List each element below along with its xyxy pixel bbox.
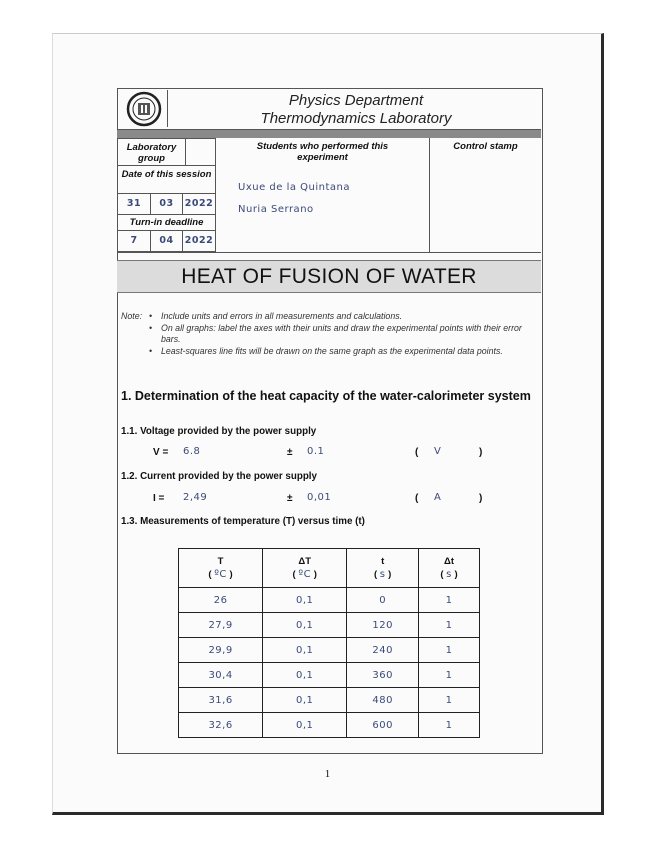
voltage-error: 0.1 (307, 446, 325, 457)
students-column (216, 138, 430, 252)
table-cell: 32,6 (179, 713, 263, 738)
current-value: 2,49 (183, 492, 208, 503)
lab-group-label: Laboratory group (117, 138, 186, 166)
voltage-paren-open: ( (415, 447, 419, 458)
table-row (179, 588, 480, 613)
current-unit: A (434, 492, 442, 503)
note-item: Least-squares line fits will be drawn on the same graph as the experimental data points. (161, 345, 503, 356)
deadline-day: 7 (117, 230, 151, 252)
department-name: Physics Department (288, 92, 424, 109)
voltage-symbol: V = (153, 447, 169, 458)
table-row (179, 613, 480, 638)
date-year: 2022 (182, 193, 216, 215)
students-label: Students who performed this experiment (256, 141, 389, 163)
table-cell: 0,1 (263, 588, 347, 613)
control-stamp-label: Control stamp (453, 141, 518, 152)
table-cell: 30,4 (179, 663, 263, 688)
table-cell: 0,1 (263, 613, 347, 638)
column-header: Δt ( s ) (419, 549, 480, 588)
voltage-pm: ± (287, 447, 293, 458)
section-1-title: 1. Determination of the heat capacity of the water-calorimeter system (121, 389, 531, 403)
table-cell: 0,1 (263, 663, 347, 688)
table-cell: 26 (179, 588, 263, 613)
university-seal-logo (121, 90, 168, 127)
current-error: 0,01 (307, 492, 332, 503)
current-paren-close: ) (479, 493, 483, 504)
temperature-heading: 1.3. Measurements of temperature (T) versus time (t) (121, 516, 365, 527)
table-cell: 0 (347, 588, 419, 613)
table-row (179, 688, 480, 713)
voltage-paren-close: ) (479, 447, 483, 458)
notes-label: Note: (121, 311, 143, 321)
table-cell: 31,6 (179, 688, 263, 713)
lab-group-value (185, 138, 216, 166)
table-cell: 600 (347, 713, 419, 738)
table-cell: 1 (419, 588, 480, 613)
document-title: HEAT OF FUSION OF WATER (117, 260, 541, 293)
current-heading: 1.2. Current provided by the power supply (121, 471, 317, 482)
laboratory-name: Thermodynamics Laboratory (260, 110, 452, 127)
deadline-month: 04 (150, 230, 183, 252)
table-cell: 1 (419, 638, 480, 663)
deadline-label: Turn-in deadline (117, 214, 216, 231)
date-label: Date of this session (117, 165, 216, 194)
table-cell: 240 (347, 638, 419, 663)
column-header: t ( s ) (347, 549, 419, 588)
table-cell: 360 (347, 663, 419, 688)
current-symbol: I = (153, 493, 165, 504)
table-cell: 0,1 (263, 713, 347, 738)
deadline-year: 2022 (182, 230, 216, 252)
table-cell: 1 (419, 663, 480, 688)
header-band (117, 130, 541, 138)
table-cell: 0,1 (263, 688, 347, 713)
date-month: 03 (150, 193, 183, 215)
voltage-unit: V (434, 446, 442, 457)
info-box (117, 138, 541, 253)
table-cell: 27,9 (179, 613, 263, 638)
temperature-time-table (178, 548, 480, 738)
note-item: Include units and errors in all measurements and calculations. (161, 311, 403, 321)
page-number: 1 (324, 768, 331, 780)
current-paren-open: ( (415, 493, 419, 504)
table-cell: 120 (347, 613, 419, 638)
voltage-heading: 1.1. Voltage provided by the power supply (121, 426, 317, 437)
session-info (117, 138, 216, 252)
table-cell: 0,1 (263, 638, 347, 663)
table-row (179, 638, 480, 663)
table-cell: 1 (419, 613, 480, 638)
column-header: T ( ºC ) (179, 549, 263, 588)
date-day: 31 (117, 193, 151, 215)
student-name: Nuria Serrano (238, 204, 314, 215)
table-cell: 29,9 (179, 638, 263, 663)
table-cell: 1 (419, 688, 480, 713)
table-row (179, 663, 480, 688)
student-name: Uxue de la Quintana (238, 182, 351, 193)
column-header: ΔT ( ºC ) (263, 549, 347, 588)
current-pm: ± (287, 493, 293, 504)
notes: Note: • Include units and errors in all measurements and calculations. • On all graphs: label the axes with their units and draw the experimental points with their error bars. • Least-squares line fits will be drawn on the same graph as the experimental data points. (121, 311, 522, 356)
note-item: On all graphs: label the axes with their units and draw the experimental points with their error bars. (161, 322, 522, 344)
table-row (179, 713, 480, 738)
table-cell: 1 (419, 713, 480, 738)
table-header-row (179, 549, 480, 588)
header (117, 88, 541, 130)
voltage-value: 6.8 (183, 446, 201, 457)
table-cell: 480 (347, 688, 419, 713)
